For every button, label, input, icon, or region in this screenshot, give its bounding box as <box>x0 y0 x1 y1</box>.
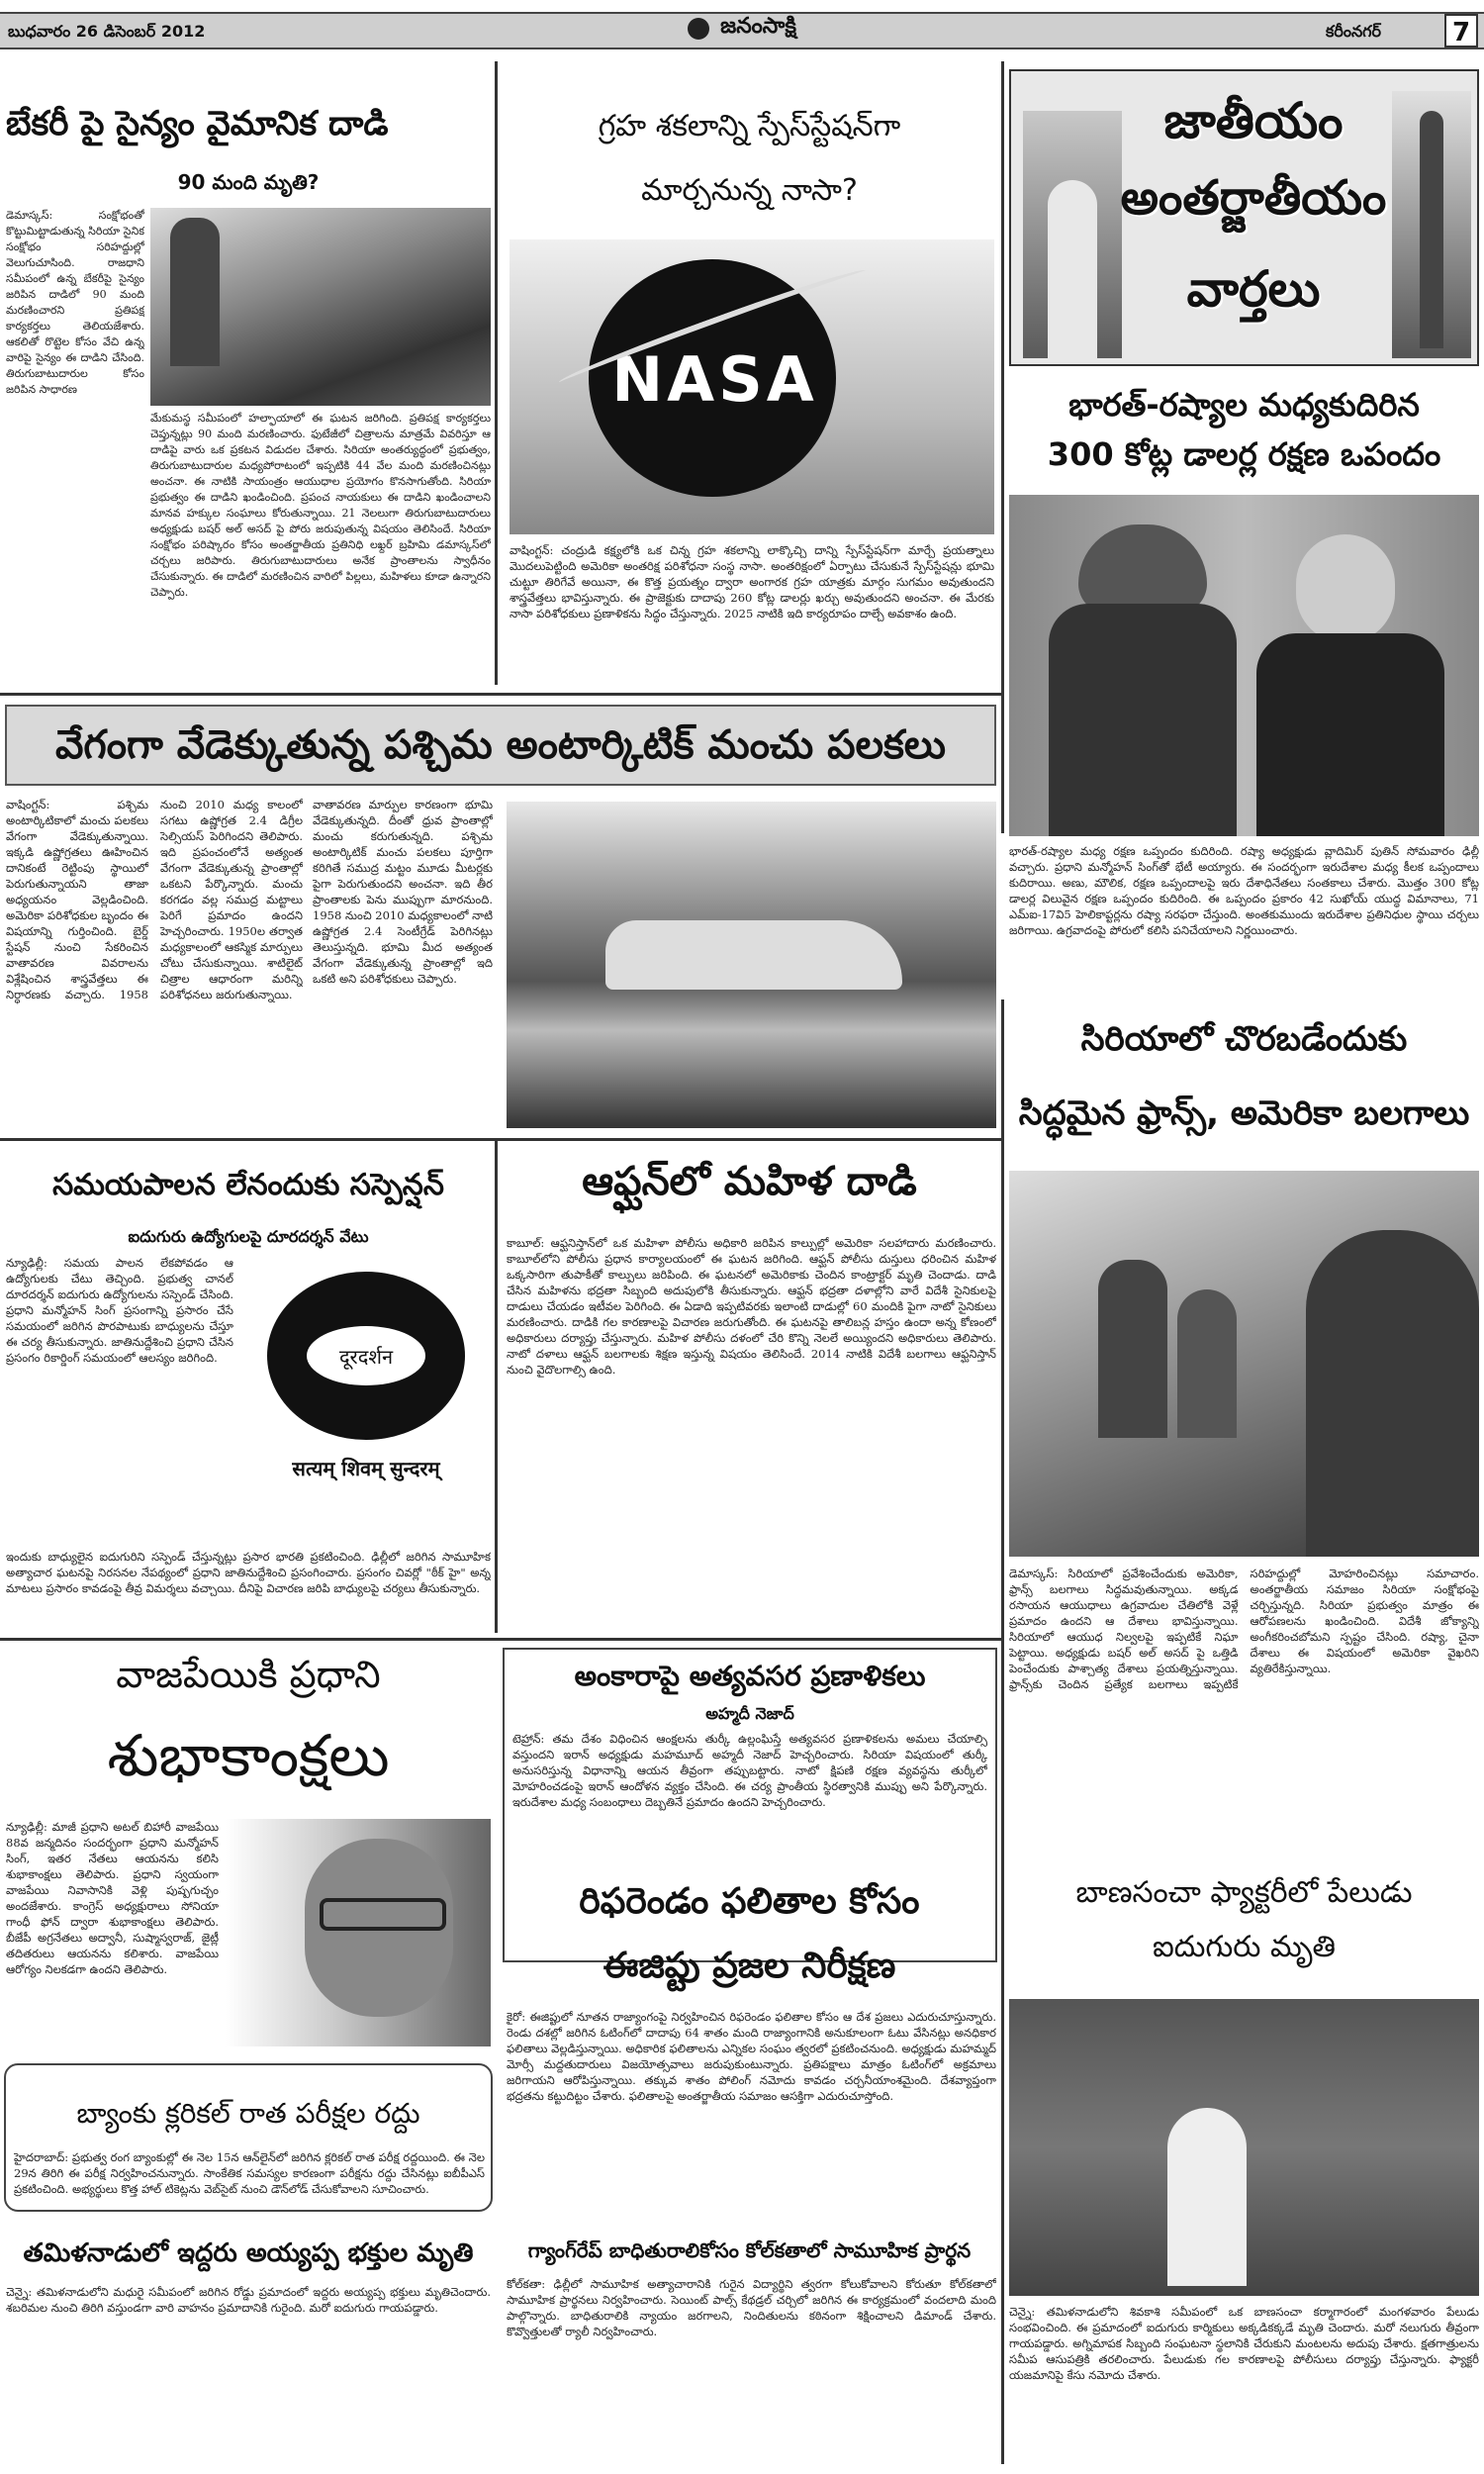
section-banner <box>1009 69 1479 366</box>
nasa-headline-line2: మార్చనున్న నాసా? <box>641 173 858 208</box>
kolkata-headline: గ్యాంగ్‌రేప్ బాధితురాలికోసం కోల్‌కతాలో సామూహిక ప్రార్థన <box>527 2238 972 2262</box>
logo-icon <box>688 18 709 40</box>
vajpayee-photo <box>226 1819 491 2046</box>
egypt-body: కైరో: ఈజిప్టులో నూతన రాజ్యాంగంపై నిర్వహించిన రిఫరెండం ఫలితాల కోసం ఆ దేశ ప్రజలు ఎదురుచూస్తున్నారు. రెండు దశల్లో జరిగిన ఓటింగ్‌లో దాదాపు 64 శాతం మంది రాజ్యాంగానికి అనుకూలంగా ఓటు వేసినట్లు అనధికార ఫలితాలు వెల్లడిస్తున్నాయి. అధికారిక ఫలితాలను ఎన్నికల సంఘం త్వరలో ప్రకటించనుంది. అధ్యక్షుడు మహమ్మద్ మోర్సీ మద్దతుదారులు విజయోత్సవాలు జరుపుకుంటున్నారు. ప్రతిపక్షాలు మాత్రం ఓటింగ్‌లో అక్రమాలు జరిగాయని ఆరోపిస్తున్నాయి. తక్కువ శాతం పోలింగ్ నమోదు కావడం చర్చనీయాంశమైంది. దేశవ్యాప్తంగా భద్రతను కట్టుదిట్టం చేశారు. ఫలితాలపై అంతర్జాతీయ సమాజం ఆసక్తిగా ఎదురుచూస్తోంది. <box>507 2010 996 2103</box>
india-russia-photo <box>1009 495 1479 836</box>
fireworks-body: చెన్నై: తమిళనాడులోని శివకాశి సమీపంలో ఒక బాణసంచా కర్మాగారంలో మంగళవారం పేలుడు సంభవించింది. ఈ ప్రమాదంలో ఐదుగురు కార్మికులు అక్కడికక్కడే మృతి చెందారు. మరో నలుగురు తీవ్రంగా గాయపడ్డారు. అగ్నిమాపక సిబ్బంది సంఘటనా స్థలానికి చేరుకుని మంటలను అదుపు చేశారు. క్షతగాత్రులను సమీప ఆసుపత్రికి తరలించారు. పేలుడుకు గల కారణాలపై పోలీసులు దర్యాప్తు చేస్తున్నారు. ఫ్యాక్టరీ యజమానిపై కేసు నమోదు చేశారు. <box>1009 2305 1479 2382</box>
india-gate-image <box>1023 111 1122 358</box>
antarctic-body-right: వాతావరణ మార్పుల కారణంగా భూమి వేడెక్కుతున్నది. దీంతో ధ్రువ ప్రాంతాల్లో మంచు కరుగుతున్నది. పశ్చిమ అంటార్కిటిక్ మంచు పలకలు పూర్తిగా కరిగితే సముద్ర మట్టం మూడు మీటర్లకు పైగా పెరుగుతుందని అంచనా. ఇది తీర ప్రాంతాలకు పెను ముప్పుగా మారనుంది. 1958 నుంచి 2010 మధ్యకాలంలో నాటి ఉష్ణోగ్రత 2.4 సెంటీగ్రేడ్ పెరిగినట్లు తెలుస్తున్నది. భూమి మీద అత్యంత వేగంగా వేడెక్కుతున్న ప్రాంతాల్లో ఇది ఒకటి అని పరిశోధకులు చెప్పారు. <box>313 798 493 986</box>
egypt-headline-line2: ఈజిప్టు ప్రజల నిరీక్షణ <box>603 1946 896 1986</box>
paper-name: జనంసాక్షి <box>720 14 796 39</box>
column-rule <box>495 61 498 685</box>
doordarshan-logo <box>242 1262 490 1519</box>
india-russia-headline-line1: భారత్-రష్యాల మధ్యకుదిరిన <box>1068 386 1420 424</box>
india-russia-body: భారత్-రష్యాల మధ్య రక్షణ ఒప్పందం కుదిరింది. రష్యా అధ్యక్షుడు వ్లాదిమిర్ పుతిన్ సోమవారం ఢిల్లీ వచ్చారు. ప్రధాని మన్మోహన్ సింగ్‌తో భేటీ అయ్యారు. ఈ సందర్భంగా ఇరుదేశాల మధ్య కీలక ఒప్పందాలు కుదిరాయి. అణు, మౌలిక, రక్షణ ఒప్పందాలపై ఇరు దేశాధినేతలు సంతకాలు చేశారు. మొత్తం 300 కోట్ల డాలర్ల విలువైన రక్షణ ఒప్పందం కుదిరింది. ఈ ఒప్పందం ప్రకారం 42 సుఖోయ్ యుద్ధ విమానాలు, 71 ఎమ్‌ఐ-17వి5 హెలికాప్టర్లను రష్యా సరఫరా చేస్తుంది. అంతకుముందు ఇరుదేశాల ప్రతినిధుల స్థాయి చర్చలు జరిగాయి. ఉగ్రవాదంపై పోరులో కలిసి పనిచేయాలని నిర్ణయించారు. <box>1009 844 1479 937</box>
section-rule <box>0 1638 1001 1641</box>
bakery-body: మేకుమస్థ సమీపంలో హల్ఫాయాలో ఈ ఘటన జరిగింది. ప్రతిపక్ష కార్యకర్తలు చెప్తున్నట్లు 90 మంది మరణించారు. ఫుటేజీలో చిత్రాలను మాత్రమే వివరిస్తూ ఆ దాడిపై వారు ఒక ప్రకటన విడుదల చేశారు. సిరియా అంతర్యుద్ధంలో ప్రభుత్వం, తిరుగుబాటుదారుల మధ్యపోరాటంలో ఇప్పటికి 44 వేల మంది మరణించినట్లు అంచనా. ఈ నాటికి సాయంత్రం ఆయుధాల ప్రయోగం కొనసాగుతోంది. సిరియా ప్రభుత్వం ఈ దాడిని ఖండించింది. ప్రపంచ నాయకులు ఈ దాడిని ఖండించాలని మానవ హక్కుల సంఘాలు కోరుతున్నాయి. 21 నెలలుగా తిరుగుబాటుదారులు అధ్యక్షుడు బషర్ అల్ అసద్ పై పోరు జరుపుతున్న విషయం తెలిసిందే. సిరియా సంక్షోభం పరిష్కారం కోసం అంతర్జాతీయ ప్రతినిధి లఖ్దర్ బ్రహిమి డమాస్కస్‌లో చర్చలు జరిపారు. తిరుగుబాటుదారులు అనేక ప్రాంతాలను స్వాధీనం చేసుకున్నారు. ఈ దాడిలో మరణించిన వారిలో పిల్లలు, మహిళలు కూడా ఉన్నారని చెప్పారు. <box>150 412 491 599</box>
edition-city: కరీంనగర్ <box>1326 22 1382 41</box>
nasa-body: వాషింగ్టన్: చంద్రుడి కక్ష్యలోకి ఒక చిన్న గ్రహ శకలాన్ని లాక్కొచ్చి దాన్ని స్పేస్‌స్టేషన్‌గా మార్చే ప్రయత్నాలు మొదలుపెట్టింది అమెరికా అంతరిక్ష పరిశోధనా సంస్థ నాసా. అంతరిక్షంలో ఏర్పాటు చేసుకునే స్పేస్‌స్టేషన్లు భూమి చుట్టూ తిరిగేవే అయినా, ఈ కొత్త ప్రయత్నం ద్వారా అంగారక గ్రహ యాత్రకు మార్గం సుగమం అవుతుందని శాస్త్రవేత్తలు భావిస్తున్నారు. ఈ ప్రాజెక్టుకు దాదాపు 260 కోట్ల డాలర్లు ఖర్చు అవుతుందని అంచనా. ఈ మేరకు నాసా పరిశోధకులు ప్రణాళికను సిద్ధం చేస్తున్నారు. 2025 నాటికి ఇది కార్యరూపం దాల్చే అవకాశం ఉంది. <box>510 543 994 620</box>
nasa-logo-text: NASA <box>611 343 818 416</box>
bakery-body-lead: డెమాస్కస్: సంక్షోభంతో కొట్టుమిట్టాడుతున్న సిరియా సైనిక సంక్షోభం సరిహద్దుల్లో వెలుగుచూసింది. రాజధాని సమీపంలో ఉన్న బేకరీపై సైన్యం జరిపిన దాడిలో 90 మంది మరణించారని ప్రతిపక్ష కార్యకర్తలు తెలియజేశారు. ఆకలితో రొట్టెల కోసం వేచి ఉన్న వారిపై సైన్యం ఈ దాడిని చేసింది. తిరుగుబాటుదారుల కోసం జరిపిన సాధారణ <box>6 209 144 396</box>
india-russia-headline-line2: 300 కోట్ల డాలర్ల రక్షణ ఒపందం <box>1047 435 1441 473</box>
nasa-logo-photo <box>510 239 994 534</box>
fireworks-headline-line2: ఐదుగురు మృతి <box>1153 1930 1336 1964</box>
ayyappa-body: చెన్నై: తమిళనాడులోని మధురై సమీపంలో జరిగిన రోడ్డు ప్రమాదంలో ఇద్దరు అయ్యప్ప భక్తులు మృతిచెందారు. శబరిమల నుంచి తిరిగి వస్తుండగా వారి వాహనం ప్రమాదానికి గురైంది. మరో ఐదుగురు గాయపడ్డారు. <box>6 2285 491 2315</box>
nasa-headline-line1: గ్రహ శకలాన్ని స్పేస్‌స్టేషన్‌గా <box>598 109 901 143</box>
doordarshan-motto: सत्यम् शिवम् सुन्दरम् <box>292 1457 440 1480</box>
section-rule <box>0 693 1001 696</box>
banner-line-3: వార్తలు <box>1186 260 1321 318</box>
antarctic-headline: వేగంగా వేడెక్కుతున్న పశ్చిమ అంటార్కిటిక్ మంచు పలకలు <box>5 705 996 786</box>
masthead <box>0 0 1484 61</box>
fireworks-photo <box>1009 1999 1479 2296</box>
ankara-body: టెహ్రాన్: తమ దేశం విధించిన ఆంక్షలను తుర్కీ ఉల్లంఘిస్తే అత్యవసర ప్రణాళికలను అమలు చేయాల్సి వస్తుందని ఇరాన్ అధ్యక్షుడు మహమూద్ అహ్మదీ నెజాద్ హెచ్చరించారు. సిరియా విషయంలో తుర్కీ అనుసరిస్తున్న విధానాన్ని ఆయన తీవ్రంగా తప్పుబట్టారు. నాటో క్షిపణి రక్షణ వ్యవస్థను తుర్కీలో మోహరించడంపై ఇరాన్ ఆందోళన వ్యక్తం చేసింది. ఈ చర్య ప్రాంతీయ స్థిరత్వానికి ముప్పు అని పేర్కొన్నారు. ఇరుదేశాల మధ్య సంబంధాలు దెబ్బతినే ప్రమాదం ఉందని హెచ్చరించారు. <box>512 1732 987 1809</box>
bakery-photo <box>150 208 491 406</box>
banner-line-1: జాతీయం <box>1163 92 1344 149</box>
ayyappa-headline: తమిళనాడులో ఇద్దరు అయ్యప్ప భక్తుల మృతి <box>23 2238 474 2268</box>
ankara-headline: అంకారాపై అత్యవసర ప్రణాళికలు <box>574 1660 926 1692</box>
issue-date: బుధవారం 26 డిసెంబర్ 2012 <box>8 22 206 41</box>
clerical-headline: బ్యాంకు క్లరికల్ రాత పరీక్షల రద్దు <box>76 2097 420 2130</box>
suspension-body: ఇందుకు బాధ్యులైన ఐదుగురిని సస్పెండ్ చేస్తున్నట్లు ప్రసార భారతి ప్రకటించింది. ఢిల్లీలో జరిగిన సామూహిక అత్యాచార ఘటనపై నిరసనల నేపథ్యంలో ప్రధాని జాతినుద్దేశించి ప్రసంగించారు. ప్రసంగం చివర్లో "ఠీక్ హై" అన్న మాటలు ప్రసారం కావడంపై తీవ్ర విమర్శలు వచ్చాయి. దీనిపై విచారణ జరిపి బాధ్యులపై చర్యలు తీసుకున్నారు. <box>6 1550 491 1595</box>
column-rule <box>1001 61 1004 833</box>
afghan-headline: ఆఫ్ఘన్‌లో మహిళ దాడి <box>582 1159 917 1204</box>
clerical-body: హైదరాబాద్: ప్రభుత్వ రంగ బ్యాంకుల్లో ఈ నెల 15న ఆన్‌లైన్‌లో జరిగిన క్లరికల్ రాత పరీక్ష రద్దయింది. ఈ నెల 29న తిరిగి ఈ పరీక్ష నిర్వహించనున్నారు. సాంకేతిక సమస్యల కారణంగా పరీక్షను రద్దు చేసినట్లు ఐబీపీఎస్ ప్రకటించింది. అభ్యర్థులు కొత్త హాల్ టికెట్లను వెబ్‌సైట్ నుంచి డౌన్‌లోడ్ చేసుకోవాలని సూచించారు. <box>14 2150 485 2196</box>
column-rule <box>1001 999 1004 2464</box>
syria-headline-line2: సిద్ధమైన ఫ్రాన్స్, అమెరికా బలగాలు <box>1018 1094 1470 1133</box>
syria-headline-line1: సిరియాలో చొరబడేందుకు <box>1080 1019 1408 1059</box>
kolkata-body: కోల్‌కతా: ఢిల్లీలో సామూహిక అత్యాచారానికి గురైన విద్యార్థిని త్వరగా కోలుకోవాలని కోరుతూ కోల్‌కతాలో సామూహిక ప్రార్థనలు నిర్వహించారు. సెయింట్ పాల్స్ కేథడ్రల్ చర్చిలో జరిగిన ఈ కార్యక్రమంలో వందలాది మంది పాల్గొన్నారు. బాధితురాలికి న్యాయం జరగాలని, నిందితులను కఠినంగా శిక్షించాలని డిమాండ్ చేశారు. కొవ్వొత్తులతో ర్యాలీ నిర్వహించారు. <box>507 2277 996 2338</box>
section-rule <box>0 1138 1001 1141</box>
afghan-body: కాబూల్: ఆఫ్ఘనిస్తాన్‌లో ఒక మహిళా పోలీసు అధికారి జరిపిన కాల్పుల్లో అమెరికా సలహాదారు మరణించారు. కాబూల్‌లోని పోలీసు ప్రధాన కార్యాలయంలో ఈ ఘటన జరిగింది. ఆఫ్ఘన్ పోలీసు దుస్తులు ధరించిన మహిళ ఒక్కసారిగా తుపాకీతో కాల్పులు జరిపింది. ఈ ఘటనలో అమెరికాకు చెందిన కాంట్రాక్టర్ మృతి చెందాడు. దాడి చేసిన మహిళను భద్రతా సిబ్బంది అదుపులోకి తీసుకున్నారు. ఆఫ్ఘన్ భద్రతా దళాల్లోని వారే విదేశీ సైనికులపై దాడులు చేయడం ఇటీవల పెరిగింది. ఈ ఏడాది ఇప్పటివరకు ఇలాంటి దాడుల్లో 60 మందికి పైగా నాటో సైనికులు మరణించారు. దాడికి గల కారణాలపై విచారణ జరుగుతోంది. ఈ ఘటనపై తాలిబన్ల హస్తం ఉందా అన్న కోణంలో అధికారులు దర్యాప్తు చేస్తున్నారు. మహిళ పోలీసు దళంలో చేరి కొన్ని నెలలే అయ్యిందని అధికారులు తెలిపారు. నాటో దళాలు ఆఫ్ఘన్ బలగాలకు శిక్షణ ఇస్తున్న విషయం తెలిసిందే. 2014 నాటికి విదేశీ బలగాలు ఆఫ్ఘనిస్తాన్ నుంచి వైదొలగాల్సి ఉంది. <box>507 1236 996 1377</box>
egypt-headline-line1: రిఫరెండం ఫలితాల కోసం <box>579 1881 920 1922</box>
banner-line-2: అంతర్జాతీయం <box>1120 170 1387 226</box>
bakery-subhead: 90 మంది మృతి? <box>177 170 320 194</box>
doordarshan-eye-icon <box>267 1272 465 1440</box>
vajpayee-headline-line1: వాజపేయికి ప్రధాని <box>116 1653 381 1696</box>
vajpayee-body: న్యూఢిల్లీ: మాజీ ప్రధాని అటల్ బిహారీ వాజపేయి 88వ జన్మదినం సందర్భంగా ప్రధాని మన్మోహన్ సింగ్, ఇతర నేతలు ఆయనను కలిసి శుభాకాంక్షలు తెలిపారు. ప్రధాని స్వయంగా వాజపేయి నివాసానికి వెళ్లి పుష్పగుచ్ఛం అందజేశారు. కాంగ్రెస్ అధ్యక్షురాలు సోనియా గాంధీ ఫోన్ ద్వారా శుభాకాంక్షలు తెలిపారు. బీజేపీ అగ్రనేతలు అద్వానీ, సుష్మాస్వరాజ్, జైట్లీ తదితరులు ఆయనను కలిశారు. వాజపేయి ఆరోగ్యం నిలకడగా ఉందని తెలిపారు. <box>6 1820 219 1976</box>
vajpayee-headline-line2: శుభాకాంక్షలు <box>107 1722 390 1789</box>
clerical-box <box>4 2063 493 2212</box>
suspension-subhead: ఐదుగురు ఉద్యోగులపై దూరదర్శన్ వేటు <box>128 1227 369 1246</box>
doordarshan-name: दूरदर्शन <box>338 1345 394 1369</box>
column-rule <box>495 1138 498 1633</box>
antarctic-body-left: వాషింగ్టన్: పశ్చిమ అంటార్కిటికాలో మంచు పలకలు వేగంగా వేడెక్కుతున్నాయి. ఇక్కడి ఉష్ణోగ్రతలు ఊహించిన దానికంటే రెట్టింపు స్థాయిలో పెరుగుతున్నాయని తాజా అధ్యయనం వెల్లడించింది. అమెరికా పరిశోధకుల బృందం ఈ విషయాన్ని గుర్తించింది. బైర్డ్ స్టేషన్ నుంచి సేకరించిన వాతావరణ వివరాలను విశ్లేషించిన శాస్త్రవేత్తలు ఈ నిర్ధారణకు వచ్చారు. 1958 నుంచి 2010 మధ్య కాలంలో సగటు ఉష్ణోగ్రత 2.4 డిగ్రీల సెల్సియస్ పెరిగిందని తెలిపారు. ఇది ప్రపంచంలోనే అత్యంత వేగంగా వేడెక్కుతున్న ప్రాంతాల్లో ఒకటని పేర్కొన్నారు. మంచు కరగడం వల్ల సముద్ర మట్టాలు పెరిగే ప్రమాదం ఉందని హెచ్చరించారు. 1950ల తర్వాత మధ్యకాలంలో ఆకస్మిక మార్పులు చోటు చేసుకున్నాయి. శాటిలైట్ చిత్రాల ఆధారంగా మరిన్ని పరిశోధనలు జరుగుతున్నాయి. <box>6 798 303 1001</box>
suspension-headline: సమయపాలన లేనందుకు సస్పెన్షన్ <box>52 1168 444 1202</box>
fireworks-headline-line1: బాణసంచా ఫ్యాక్టరీలో పేలుడు <box>1075 1875 1413 1910</box>
antarctic-photo <box>507 802 996 1128</box>
syria-soldiers-photo <box>1009 1171 1479 1557</box>
syria-body: డెమాస్కస్: సిరియాలో ప్రవేశించేందుకు అమెరికా, ఫ్రాన్స్ బలగాలు సిద్ధమవుతున్నాయి. అక్కడ రసాయన ఆయుధాలు ఉగ్రవాదుల చేతిలోకి వెళ్లే ప్రమాదం ఉందని ఆ దేశాలు భావిస్తున్నాయి. సిరియాలో ఆయుధ నిల్వలపై ఇప్పటికే నిఘా పెట్టాయి. అధ్యక్షుడు బషర్ అల్ అసద్ పై ఒత్తిడి పెంచేందుకు పాశ్చాత్య దేశాలు ప్రయత్నిస్తున్నాయి. ఫ్రాన్స్‌కు చెందిన ప్రత్యేక బలగాలు ఇప్పటికే సరిహద్దుల్లో మోహరించినట్లు సమాచారం. అంతర్జాతీయ సమాజం సిరియా సంక్షోభంపై చర్చిస్తున్నది. సిరియా ప్రభుత్వం మాత్రం ఈ ఆరోపణలను ఖండించింది. విదేశీ జోక్యాన్ని అంగీకరించబోమని స్పష్టం చేసింది. రష్యా, చైనా దేశాలు ఈ విషయంలో అమెరికా వైఖరిని వ్యతిరేకిస్తున్నాయి. <box>1009 1567 1479 1691</box>
ankara-subhead: అహ్మదీ నెజాద్ <box>705 1704 794 1723</box>
page-number: 7 <box>1444 14 1478 48</box>
paper-logo <box>623 14 861 48</box>
bakery-headline: బేకరీ పై సైన్యం వైమానిక దాడి <box>6 104 389 143</box>
suspension-body-lead: న్యూఢిల్లీ: సమయ పాలన లేకపోవడం ఆ ఉద్యోగులకు చేటు తెచ్చింది. ప్రభుత్వ చానల్ దూరదర్శన్ ఐదుగురు ఉద్యోగులను సస్పెండ్ చేసింది. ప్రధాని మన్మోహన్ సింగ్ ప్రసంగాన్ని ప్రసారం చేసే సమయంలో జరిగిన పొరపాటుకు బాధ్యులను చేస్తూ ఈ చర్య తీసుకున్నారు. జాతినుద్దేశించి ప్రధాని చేసిన ప్రసంగం రికార్డింగ్ సమయంలో ఆలస్యం జరిగింది. <box>6 1256 233 1365</box>
